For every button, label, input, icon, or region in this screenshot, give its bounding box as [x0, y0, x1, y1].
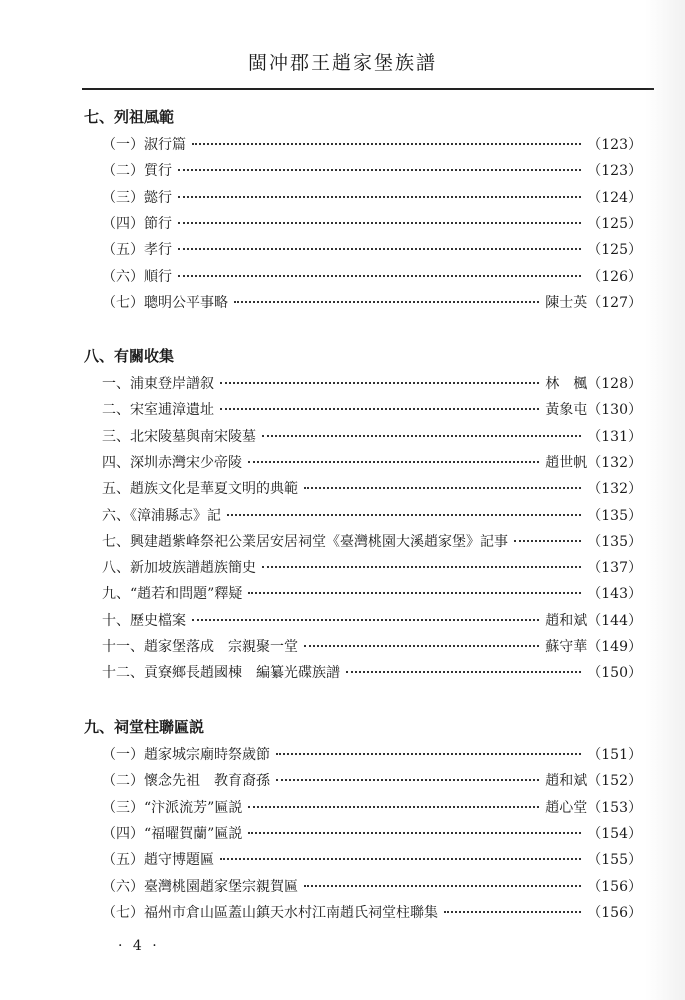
page-header-title: 閩冲郡王趙家堡族譜 — [247, 52, 437, 74]
toc-entry-author: 趙和斌 — [545, 773, 588, 790]
toc-entry-title: 五、趙族文化是華夏文明的典範 — [102, 481, 298, 498]
dot-leader — [192, 619, 539, 621]
toc-entry-page: （132） — [587, 481, 642, 498]
toc-entry-page: （130） — [587, 402, 642, 419]
toc-entry-page: （153） — [587, 799, 642, 816]
toc-entry-page: （123） — [587, 137, 642, 153]
toc-entry-title: 四、深圳赤灣宋少帝陵 — [102, 454, 242, 471]
toc-entry-author: 趙世帆 — [545, 454, 588, 471]
toc-entry-page: （143） — [587, 586, 642, 603]
toc-entry-page: （151） — [587, 747, 642, 763]
toc-entry-page: （125） — [587, 242, 642, 259]
page-number: · 4 · — [118, 938, 160, 954]
dot-leader — [178, 248, 581, 250]
toc-entry-title: （三）“汴派流芳”匾説 — [102, 799, 243, 816]
toc-entry-title: 九、“趙若和問題”釋疑 — [102, 586, 243, 603]
toc-entry-page: （123） — [587, 163, 642, 180]
toc-entry — [102, 373, 642, 395]
section-title: 八、有關收集 — [84, 347, 175, 365]
toc-entry-page: （154） — [587, 825, 642, 842]
toc-entry-page: （135） — [587, 507, 642, 524]
toc-entry-title: 二、宋室逋漳遺址 — [102, 402, 214, 419]
dot-leader — [248, 832, 581, 834]
toc-entry-page: （126） — [587, 268, 642, 285]
toc-entry — [102, 399, 642, 421]
dot-leader — [514, 540, 581, 542]
dot-leader — [248, 806, 539, 808]
dot-leader — [248, 592, 581, 594]
toc-entry-title: （七）聰明公平事略 — [102, 294, 228, 311]
dot-leader — [192, 143, 581, 145]
toc-entry — [102, 160, 642, 182]
toc-entry-title: 八、新加坡族譜趙族簡史 — [102, 560, 256, 577]
toc-entry — [102, 902, 642, 924]
dot-leader — [178, 275, 581, 277]
toc-entry — [102, 505, 642, 527]
toc-entry-page: （156） — [587, 878, 642, 895]
dot-leader — [178, 222, 581, 224]
dot-leader — [346, 671, 581, 673]
toc-entry — [102, 610, 642, 632]
dot-leader — [220, 408, 539, 410]
toc-entry — [102, 797, 642, 819]
toc-entry-title: （五）孝行 — [102, 242, 172, 259]
toc-entry — [102, 662, 642, 684]
toc-entry-title: （四）節行 — [102, 215, 172, 232]
toc-entry — [102, 213, 642, 235]
dot-leader — [444, 911, 581, 913]
toc-entry — [102, 557, 642, 579]
dot-leader — [178, 196, 581, 198]
toc-entry-title: 十、歷史檔案 — [102, 612, 186, 629]
toc-entry — [102, 849, 642, 871]
toc-entry-page: （128） — [587, 376, 642, 392]
toc-entry — [102, 744, 642, 766]
toc-entry-title: 六、《漳浦縣志》記 — [102, 507, 221, 524]
toc-entry-page: （127） — [587, 294, 642, 311]
toc-entry-author: 趙心堂 — [545, 799, 588, 816]
toc-entry — [102, 452, 642, 474]
toc-entry — [102, 478, 642, 500]
dot-leader — [227, 514, 581, 516]
dot-leader — [178, 169, 581, 171]
toc-entry-title: （三）懿行 — [102, 189, 172, 206]
toc-entry — [102, 583, 642, 605]
toc-entry-page: （152） — [587, 773, 642, 790]
dot-leader — [304, 645, 539, 647]
toc-entry-page: （131） — [587, 428, 642, 445]
toc-entry-page: （156） — [587, 904, 642, 921]
toc-entry-page: （155） — [587, 852, 642, 869]
toc-entry-page: （149） — [587, 639, 642, 655]
dot-leader — [262, 566, 581, 568]
toc-entry-page: （137） — [587, 560, 642, 577]
section-title: 九、祠堂柱聯匾説 — [84, 718, 205, 736]
toc-entry — [102, 770, 642, 792]
dot-leader — [234, 301, 539, 303]
toc-entry-title: （五）趙守博題匾 — [102, 852, 214, 869]
dot-leader — [304, 487, 581, 489]
toc-entry-title: （七）福州市倉山區蓋山鎮天水村江南趙氏祠堂柱聯集 — [102, 904, 438, 921]
toc-entry-page: （124） — [587, 189, 642, 206]
toc-entry — [102, 823, 642, 845]
dot-leader — [262, 435, 581, 437]
toc-entry-title: （一）趙家城宗廟時祭歲節 — [102, 747, 270, 763]
toc-entry — [102, 876, 642, 898]
toc-entry-author: 林 楓 — [545, 376, 588, 392]
toc-entry — [102, 636, 642, 658]
scan-shadow — [645, 0, 685, 1000]
toc-entry-title: 十一、趙家堡落成 宗親聚一堂 — [102, 639, 298, 655]
toc-entry-author: 蘇守華 — [545, 639, 588, 655]
toc-entry-title: 十二、貢寮鄉長趙國棟 編纂光碟族譜 — [102, 665, 340, 682]
dot-leader — [220, 382, 539, 384]
dot-leader — [276, 779, 539, 781]
toc-entry-author: 趙和斌 — [545, 612, 588, 629]
toc-entry-title: （二）質行 — [102, 163, 172, 180]
toc-entry-title: （二）懷念先祖 教育裔孫 — [102, 773, 270, 790]
dot-leader — [248, 461, 539, 463]
toc-entry — [102, 239, 642, 261]
toc-entry-title: （六）臺灣桃園趙家堡宗親賀匾 — [102, 878, 298, 895]
toc-entry-title: （六）順行 — [102, 268, 172, 285]
toc-entry — [102, 266, 642, 288]
toc-entry-title: 一、浦東登岸譜叙 — [102, 376, 214, 392]
toc-entry — [102, 426, 642, 448]
toc-entry-title: 七、興建趙紫峰祭祀公業居安居祠堂《臺灣桃園大溪趙家堡》記事 — [102, 533, 508, 550]
toc-entry — [102, 531, 642, 553]
toc-entry-title: （四）“福曜賀蘭”匾説 — [102, 825, 243, 842]
toc-entry-page: （125） — [587, 215, 642, 232]
dot-leader — [304, 885, 581, 887]
toc-entry — [102, 134, 642, 156]
toc-entry-author: 陳士英 — [545, 294, 588, 311]
section-title: 七、列祖風範 — [84, 108, 175, 126]
toc-entry-title: 三、北宋陵墓與南宋陵墓 — [102, 428, 256, 445]
dot-leader — [276, 753, 581, 755]
toc-entry — [102, 292, 642, 314]
toc-entry-page: （150） — [587, 665, 642, 682]
toc-entry — [102, 187, 642, 209]
toc-entry-page: （144） — [587, 612, 642, 629]
dot-leader — [220, 858, 581, 860]
toc-entry-title: （一）淑行篇 — [102, 137, 186, 153]
toc-entry-author: 黃象屯 — [545, 402, 588, 419]
toc-entry-page: （135） — [587, 533, 642, 550]
toc-entry-page: （132） — [587, 454, 642, 471]
header-rule — [82, 88, 654, 90]
